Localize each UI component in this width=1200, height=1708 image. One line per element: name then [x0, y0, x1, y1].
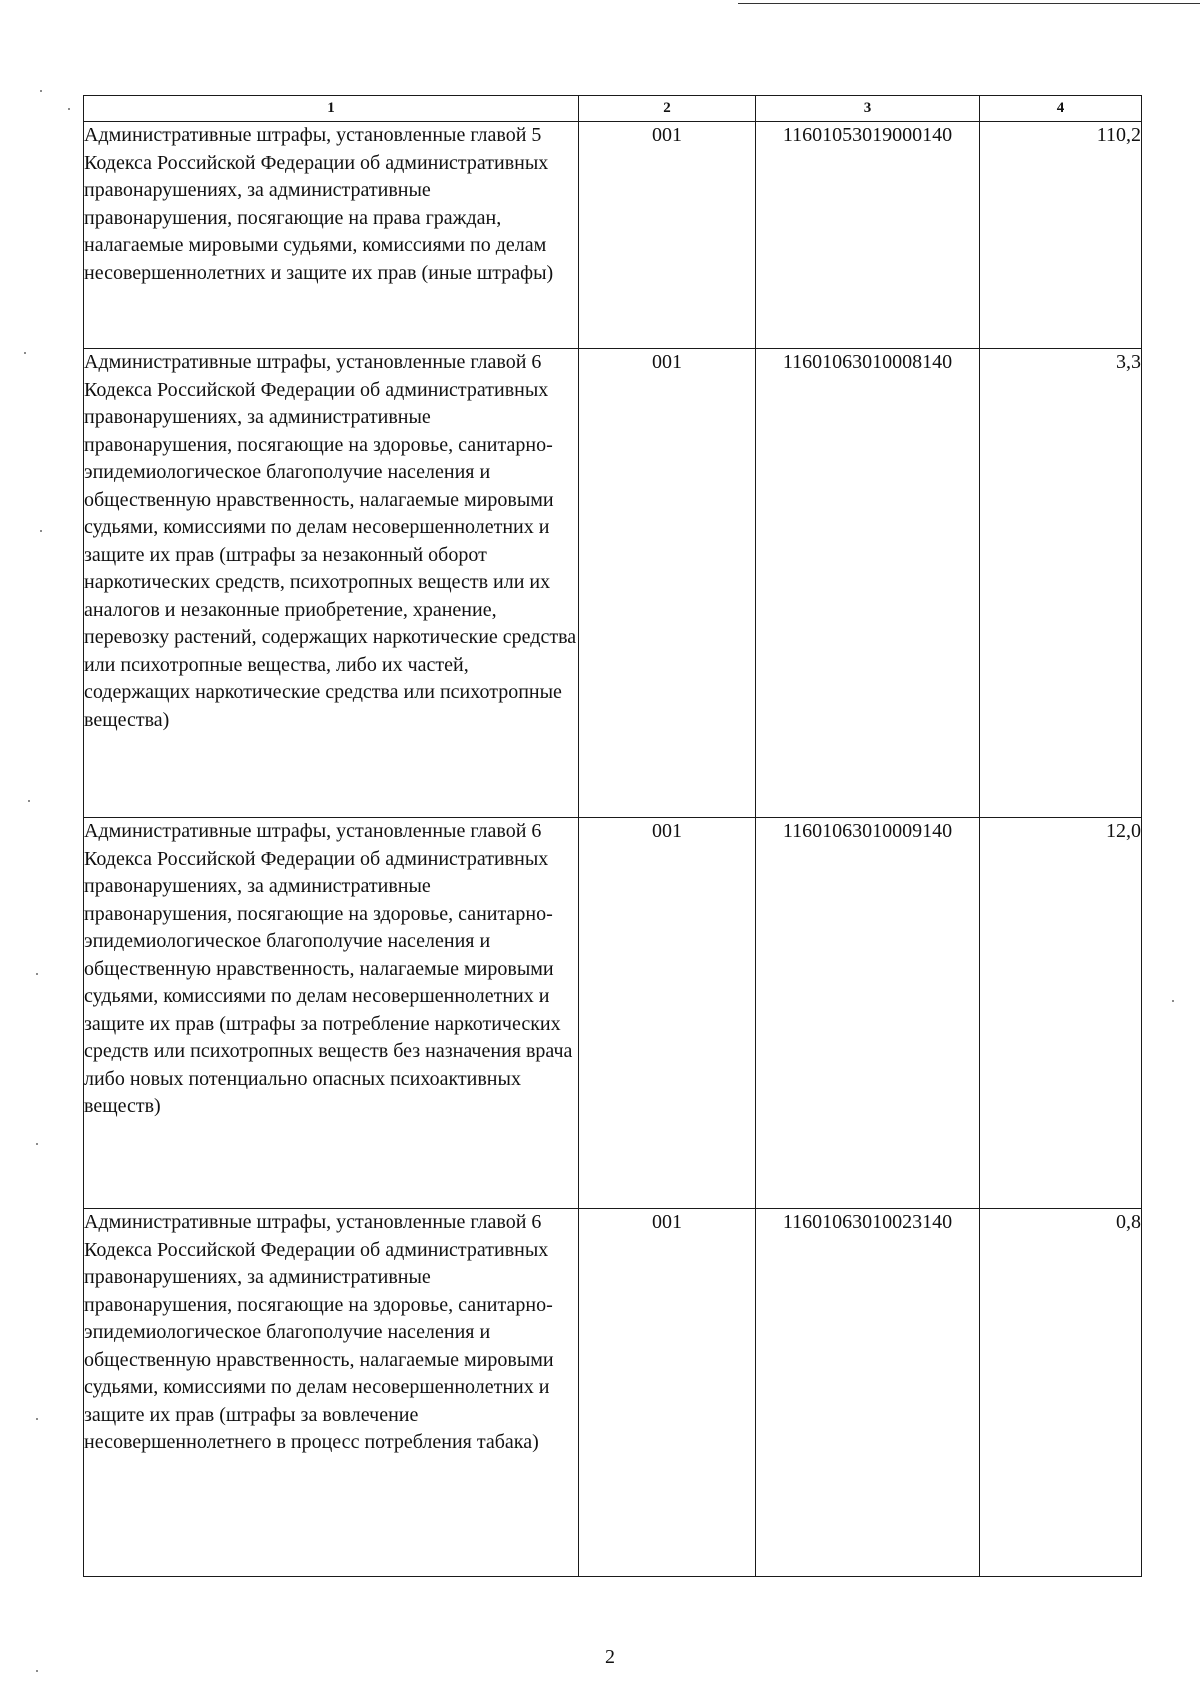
column-header-1: 1 — [84, 96, 579, 122]
budget-code-cell: 11601063010008140 — [756, 349, 980, 818]
top-edge-rule — [738, 3, 1200, 4]
amount-cell: 110,2 — [980, 122, 1142, 349]
column-header-3: 3 — [756, 96, 980, 122]
scan-speck — [36, 973, 38, 975]
table-header-row — [84, 96, 1142, 122]
revenue-name-cell: Административные штрафы, установленные главой 6 Кодекса Российской Федерации об административных правонарушениях, за административные правонарушения, посягающие на здоровье, санитарно-эпидемиологическое благополучие населения и общественную нравственность, налагаемые мировыми судьями, комиссиями по делам несовершеннолетних и защите их прав (штрафы за потребление наркотических средств или психотропных веществ без назначения врача либо новых потенциально опасных психоактивных веществ) — [84, 818, 579, 1209]
revenue-name-cell: Административные штрафы, установленные главой 6 Кодекса Российской Федерации об административных правонарушениях, за административные правонарушения, посягающие на здоровье, санитарно-эпидемиологическое благополучие населения и общественную нравственность, налагаемые мировыми судьями, комиссиями по делам несовершеннолетних и защите их прав (штрафы за незаконный оборот наркотических средств, психотропных веществ или их аналогов и незаконные приобретение, хранение, перевозку растений, содержащих наркотические средства или психотропные вещества, либо их частей, содержащих наркотические средства или психотропные вещества) — [84, 349, 579, 818]
table-row — [84, 349, 1142, 818]
admin-code-cell: 001 — [579, 349, 756, 818]
scan-speck — [36, 1670, 38, 1672]
admin-code-cell: 001 — [579, 122, 756, 349]
amount-cell: 3,3 — [980, 349, 1142, 818]
budget-code-cell: 11601063010009140 — [756, 818, 980, 1209]
revenue-table — [83, 95, 1142, 1577]
table-row — [84, 122, 1142, 349]
scan-speck — [36, 1143, 38, 1145]
scan-speck — [40, 90, 42, 92]
column-header-4: 4 — [980, 96, 1142, 122]
table-row — [84, 1209, 1142, 1577]
admin-code-cell: 001 — [579, 1209, 756, 1577]
revenue-name-cell: Административные штрафы, установленные главой 5 Кодекса Российской Федерации об административных правонарушениях, за административные правонарушения, посягающие на права граждан, налагаемые мировыми судьями, комиссиями по делам несовершеннолетних и защите их прав (иные штрафы) — [84, 122, 579, 349]
scan-speck — [24, 352, 26, 354]
admin-code-cell: 001 — [579, 818, 756, 1209]
budget-code-cell: 11601063010023140 — [756, 1209, 980, 1577]
amount-cell: 12,0 — [980, 818, 1142, 1209]
amount-cell: 0,8 — [980, 1209, 1142, 1577]
revenue-name-cell: Административные штрафы, установленные главой 6 Кодекса Российской Федерации об административных правонарушениях, за административные правонарушения, посягающие на здоровье, санитарно-эпидемиологическое благополучие населения и общественную нравственность, налагаемые мировыми судьями, комиссиями по делам несовершеннолетних и защите их прав (штрафы за вовлечение несовершеннолетнего в процесс потребления табака) — [84, 1209, 579, 1577]
column-header-2: 2 — [579, 96, 756, 122]
budget-code-cell: 11601053019000140 — [756, 122, 980, 349]
page-number: 2 — [605, 1646, 615, 1668]
scan-speck — [68, 108, 70, 110]
scan-speck — [28, 800, 30, 802]
scan-speck — [40, 530, 42, 532]
table-row — [84, 818, 1142, 1209]
scan-speck — [1172, 1000, 1174, 1002]
scan-speck — [36, 1418, 38, 1420]
